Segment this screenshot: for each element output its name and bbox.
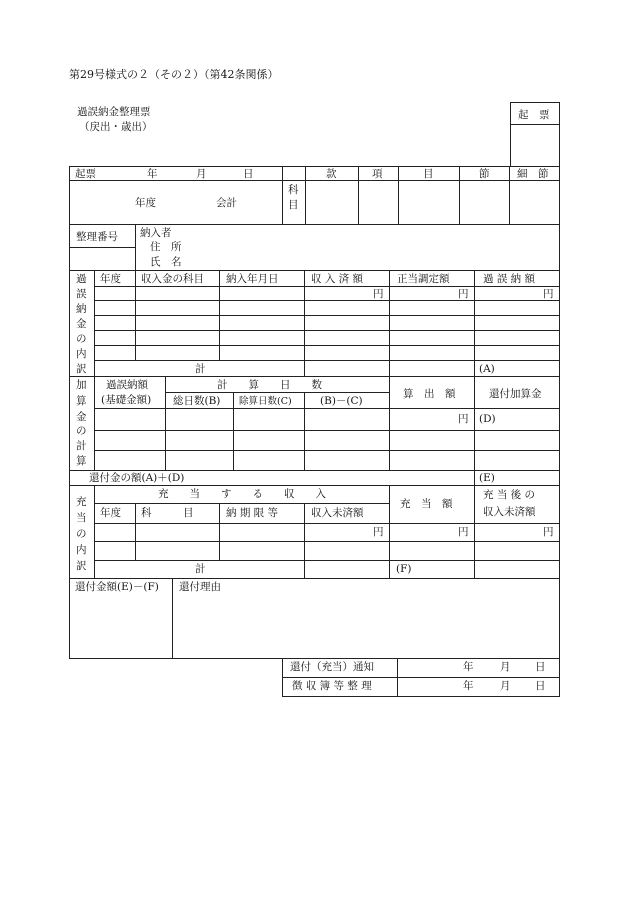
seiri-label: 徴 収 簿 等 整 理 [292,680,372,692]
form-number: 第29号様式の２（その２）（第42条関係） [69,68,279,81]
juto-gaku-header: 充 当 額 [400,498,453,510]
tsuchi-month: 月 [500,661,511,673]
kanpu-kingaku-label: 還付金額(E)－(F) [75,581,159,593]
jusho-label: 住 所 [150,241,182,253]
juto-suru-shunyu-header: 充 当 す る 収 入 [158,488,326,500]
seiri-day: 日 [535,680,546,692]
form-title: 過誤納金整理票 [77,106,151,118]
kago-yen-1: 円 [373,288,384,300]
kago-header-kamoku: 収入金の科目 [141,273,204,285]
kihyo-year: 年 [147,168,158,180]
juto-total-label: 計 [195,563,206,575]
keisan-nissu-header: 計 算 日 数 [217,379,322,391]
juto-header-nendo: 年度 [100,507,121,519]
kasan-kago-header-2: (基礎金額) [101,394,152,406]
kihyo-label: 起票 [75,168,96,180]
juto-header-kamoku: 科 目 [141,507,194,519]
kaikei-label: 会計 [216,197,237,209]
kago-yen-2: 円 [458,288,469,300]
col-kou: 項 [372,168,383,180]
juto-after-header-1: 充 当 後 の [483,489,536,501]
sanshutsu-header: 算 出 額 [403,388,456,400]
kago-yen-3: 円 [543,288,554,300]
kasan-yen: 円 [458,413,469,425]
juto-after-header-2: 収入未済額 [483,506,536,518]
seiri-number-label: 整理番号 [76,231,118,243]
seiri-month: 月 [500,680,511,692]
kago-header-nounyu-date: 納入年月日 [226,273,279,285]
kago-header-kago-nou: 過 誤 納 額 [483,273,536,285]
a-label: (A) [479,363,495,375]
juto-header-noukigen: 納 期 限 等 [226,507,279,519]
nendo-label: 年度 [135,197,156,209]
tsuchi-year: 年 [463,661,474,673]
kamoku-char-2: 目 [288,199,299,211]
jo-nissu-header: 除算日数(C) [239,396,292,407]
kasan-kago-header-1: 過誤納額 [106,379,148,391]
kago-header-seito-chotei: 正当調定額 [397,273,450,285]
col-kan: 款 [326,168,337,180]
shimei-label: 氏 名 [150,256,182,268]
tsuchi-day: 日 [535,661,546,673]
juto-yen-1: 円 [373,526,384,538]
juto-header-mi-sai: 収入未済額 [311,507,364,519]
kago-header-shunyu-zumi: 収 入 済 額 [311,273,364,285]
sou-nissu-header: 総日数(B) [173,395,221,407]
b-minus-c-header: (B)－(C) [320,395,363,407]
form-subtitle: （戻出・歳出） [79,121,153,133]
kanpu-riyu-label: 還付理由 [179,581,221,593]
kamoku-char-1: 科 [288,184,299,196]
kihyo-month: 月 [196,168,207,180]
kihyo-day: 日 [243,168,254,180]
col-saisetsu: 細 節 [517,168,549,180]
f-label: (F) [396,563,412,575]
d-label: (D) [479,413,496,425]
kihyo-box-label: 起 票 [518,109,550,121]
kago-header-nendo: 年度 [100,273,121,285]
kago-total-label: 計 [195,363,206,375]
nounyusha-label: 納入者 [140,227,172,239]
col-moku: 目 [423,168,434,180]
col-setsu: 節 [479,168,490,180]
juto-yen-3: 円 [543,526,554,538]
e-label: (E) [479,472,495,484]
juto-yen-2: 円 [458,526,469,538]
tsuchi-label: 還付（充当）通知 [290,661,374,673]
seiri-year: 年 [463,680,474,692]
kanpu-kasan-header: 還付加算金 [489,388,542,400]
kanpu-kin-label: 還付金の額(A)＋(D) [89,472,185,484]
